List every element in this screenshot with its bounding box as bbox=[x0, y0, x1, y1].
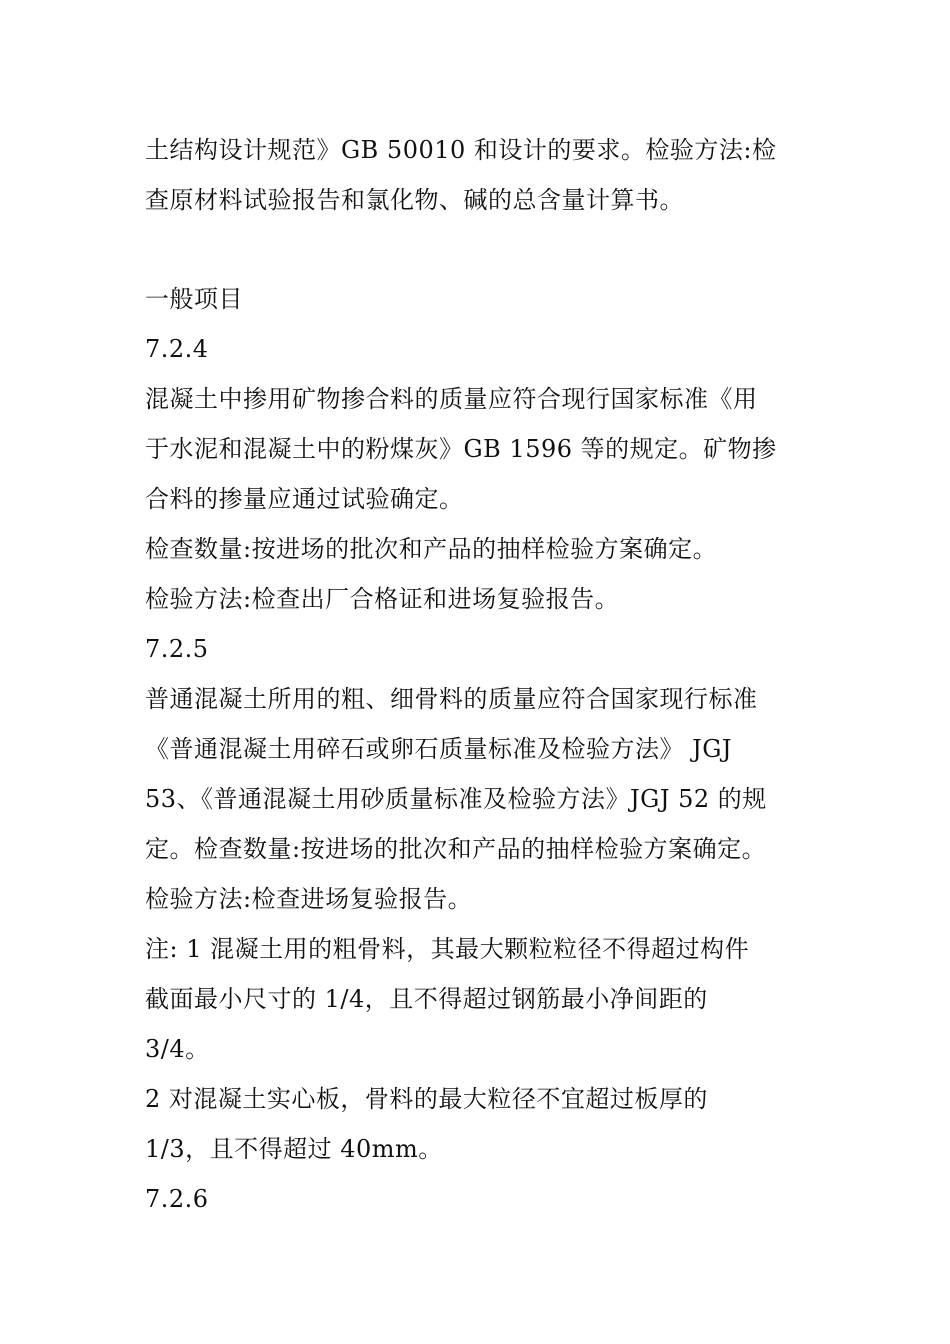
text-line: 定。检查数量:按进场的批次和产品的抽样检验方案确定。 bbox=[145, 835, 767, 863]
text-line: 合料的掺量应通过试验确定。 bbox=[145, 485, 464, 513]
note-line: 3/4。 bbox=[145, 1035, 210, 1063]
text-line: 土结构设计规范》GB 50010 和设计的要求。检验方法:检 bbox=[145, 136, 777, 164]
text-line: 混凝土中掺用矿物掺合料的质量应符合现行国家标准《用 bbox=[145, 385, 758, 413]
text-line: 53、《普通混凝土用砂质量标准及检验方法》JGJ 52 的规 bbox=[145, 785, 767, 813]
note-line: 注: 1 混凝土用的粗骨料，其最大颗粒粒径不得超过构件 bbox=[145, 935, 750, 963]
text-line: 检验方法:检查进场复验报告。 bbox=[145, 885, 473, 913]
text-line: 检查数量:按进场的批次和产品的抽样检验方案确定。 bbox=[145, 535, 718, 563]
text-line: 于水泥和混凝土中的粉煤灰》GB 1596 等的规定。矿物掺 bbox=[145, 435, 777, 463]
text-line: 查原材料试验报告和氯化物、碱的总含量计算书。 bbox=[145, 186, 684, 214]
clause-number: 7.2.6 bbox=[145, 1185, 209, 1213]
text-line: 普通混凝土所用的粗、细骨料的质量应符合国家现行标准 bbox=[145, 685, 758, 713]
clause-number: 7.2.5 bbox=[145, 635, 209, 663]
note-line: 1/3，且不得超过 40mm。 bbox=[145, 1135, 443, 1163]
text-line: 《普通混凝土用碎石或卵石质量标准及检验方法》 JGJ bbox=[145, 735, 733, 763]
text-line: 检验方法:检查出厂合格证和进场复验报告。 bbox=[145, 585, 620, 613]
section-heading: 一般项目 bbox=[145, 285, 243, 313]
note-line: 2 对混凝土实心板，骨料的最大粒径不宜超过板厚的 bbox=[145, 1085, 708, 1113]
note-line: 截面最小尺寸的 1/4，且不得超过钢筋最小净间距的 bbox=[145, 985, 708, 1013]
clause-number: 7.2.4 bbox=[145, 335, 209, 363]
